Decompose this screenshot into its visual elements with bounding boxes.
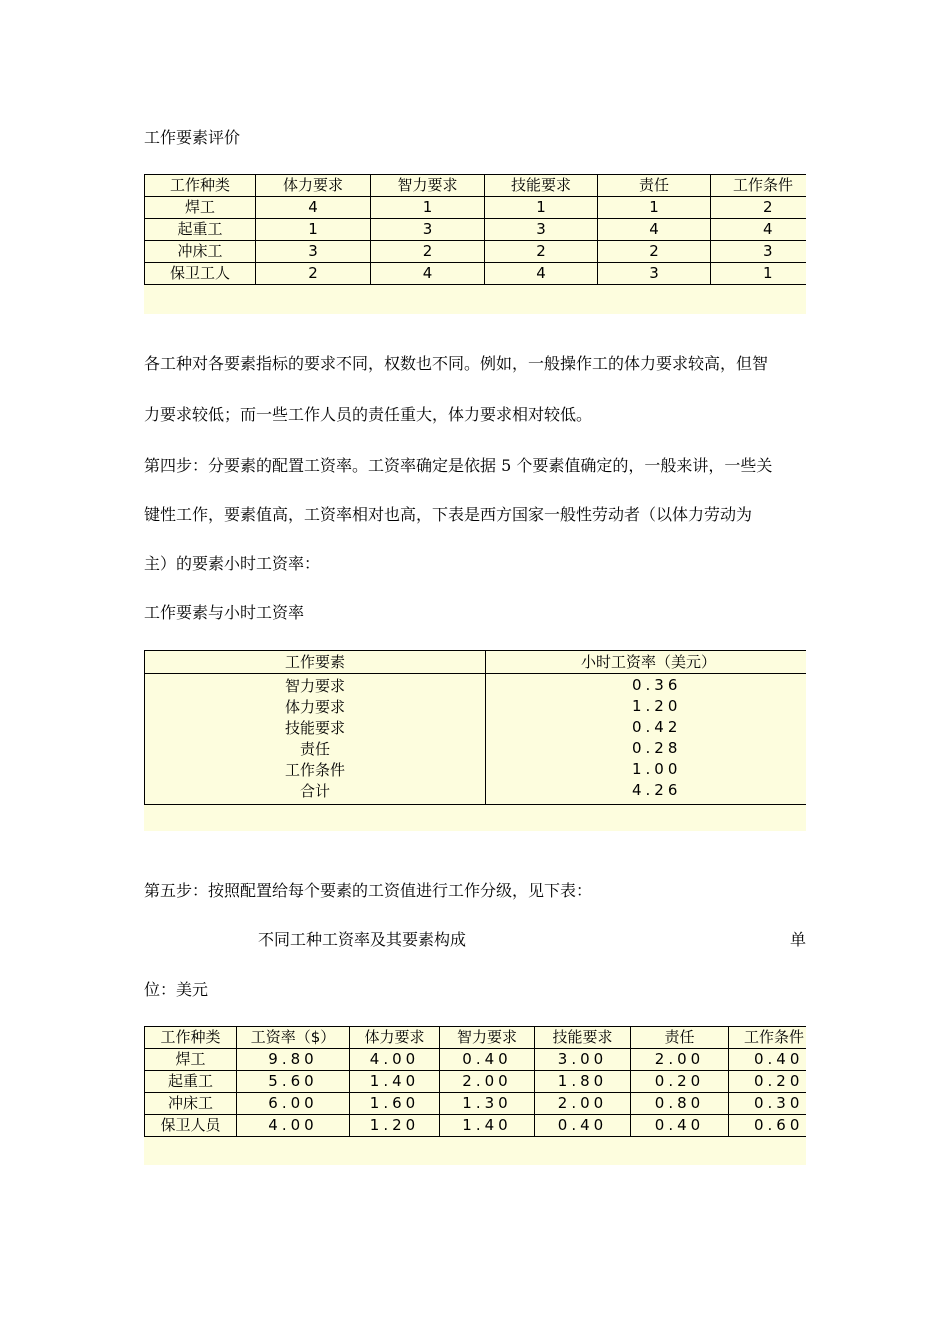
header-cell: 责任 bbox=[598, 175, 711, 197]
section-title-factor-evaluation: 工作要素评价 bbox=[144, 128, 241, 147]
table-cell: 3 bbox=[371, 219, 485, 241]
rate-cell: 1.00 bbox=[632, 760, 682, 778]
table-header-row bbox=[145, 651, 807, 674]
table-cell: 0.40 bbox=[440, 1049, 535, 1071]
table-cell: 冲床工 bbox=[145, 241, 256, 263]
table-row bbox=[145, 674, 807, 805]
table-cell: 2.00 bbox=[440, 1071, 535, 1093]
table-cell: 4.00 bbox=[237, 1115, 350, 1137]
table-cell: 2.00 bbox=[631, 1049, 729, 1071]
table-wage-composition bbox=[144, 1026, 806, 1165]
table-cell: 0.40 bbox=[729, 1049, 807, 1071]
table-cell: 2.00 bbox=[535, 1093, 631, 1115]
header-cell: 小时工资率（美元） bbox=[486, 651, 807, 674]
table-cell: 2 bbox=[485, 241, 598, 263]
table-cell: 1 bbox=[371, 197, 485, 219]
table-cell: 2 bbox=[711, 197, 807, 219]
table-caption: 不同工种工资率及其要素构成 bbox=[258, 930, 467, 949]
table-cell: 焊工 bbox=[145, 1049, 237, 1071]
table-cell: 0.30 bbox=[729, 1093, 807, 1115]
table-cell: 4 bbox=[256, 197, 371, 219]
header-cell: 工作条件 bbox=[711, 175, 807, 197]
table-cell: 1.30 bbox=[440, 1093, 535, 1115]
factor-cell: 责任 bbox=[299, 740, 330, 758]
rate-cell: 0.28 bbox=[632, 739, 682, 757]
table-cell: 3 bbox=[485, 219, 598, 241]
table-cell: 1.80 bbox=[535, 1071, 631, 1093]
header-cell: 工作种类 bbox=[145, 175, 256, 197]
table-cell: 0.40 bbox=[535, 1115, 631, 1137]
factor-cell: 合计 bbox=[299, 782, 330, 800]
rate-list bbox=[486, 674, 807, 805]
table-cell: 4 bbox=[711, 219, 807, 241]
table-cell: 4 bbox=[485, 263, 598, 285]
factor-cell: 技能要求 bbox=[284, 719, 345, 737]
table-cell: 9.80 bbox=[237, 1049, 350, 1071]
table-cell: 0.40 bbox=[631, 1115, 729, 1137]
table-row bbox=[145, 1071, 807, 1093]
header-cell: 智力要求 bbox=[440, 1027, 535, 1049]
header-cell: 工作条件 bbox=[729, 1027, 807, 1049]
table-cell: 1 bbox=[711, 263, 807, 285]
table-header-row bbox=[145, 1027, 807, 1049]
header-cell: 工作要素 bbox=[145, 651, 486, 674]
table-cell: 5.60 bbox=[237, 1071, 350, 1093]
rate-cell: 0.42 bbox=[632, 718, 682, 736]
table-row bbox=[145, 1115, 807, 1137]
paragraph-line: 第四步：分要素的配置工资率。工资率确定是依据 5 个要素值确定的，一般来讲，一些关 bbox=[144, 456, 773, 475]
rate-cell: 4.26 bbox=[632, 781, 682, 799]
paragraph-line: 键性工作，要素值高，工资率相对也高，下表是西方国家一般性劳动者（以体力劳动为 bbox=[144, 505, 753, 524]
table-cell: 1 bbox=[485, 197, 598, 219]
table-hourly-rate bbox=[144, 650, 806, 831]
table-cell: 4 bbox=[371, 263, 485, 285]
table-factor-evaluation bbox=[144, 174, 806, 314]
rate-cell: 0.36 bbox=[632, 676, 682, 694]
factor-cell: 工作条件 bbox=[284, 761, 345, 779]
paragraph-line: 各工种对各要素指标的要求不同，权数也不同。例如，一般操作工的体力要求较高，但智 bbox=[144, 354, 769, 373]
table-cell: 3 bbox=[256, 241, 371, 263]
table-cell: 4 bbox=[598, 219, 711, 241]
table-cell: 4.00 bbox=[350, 1049, 440, 1071]
paragraph-line: 力要求较低；而一些工作人员的责任重大，体力要求相对较低。 bbox=[144, 405, 593, 424]
table-cell: 2 bbox=[256, 263, 371, 285]
table-cell: 1 bbox=[256, 219, 371, 241]
header-cell: 技能要求 bbox=[485, 175, 598, 197]
table-cell: 起重工 bbox=[145, 219, 256, 241]
header-cell: 技能要求 bbox=[535, 1027, 631, 1049]
paragraph-line: 主）的要素小时工资率： bbox=[144, 554, 321, 573]
table-cell: 冲床工 bbox=[145, 1093, 237, 1115]
rate-cell: 1.20 bbox=[632, 697, 682, 715]
table-cell: 3 bbox=[598, 263, 711, 285]
table-row bbox=[145, 219, 807, 241]
table-cell: 2 bbox=[598, 241, 711, 263]
table-cell: 6.00 bbox=[237, 1093, 350, 1115]
factor-list bbox=[145, 674, 486, 805]
table-cell: 1.40 bbox=[440, 1115, 535, 1137]
header-cell: 责任 bbox=[631, 1027, 729, 1049]
table-cell: 焊工 bbox=[145, 197, 256, 219]
table-cell: 1.40 bbox=[350, 1071, 440, 1093]
table-cell: 3 bbox=[711, 241, 807, 263]
paragraph-line: 第五步：按照配置给每个要素的工资值进行工作分级，见下表： bbox=[144, 881, 593, 900]
table-cell: 起重工 bbox=[145, 1071, 237, 1093]
table-cell: 1.20 bbox=[350, 1115, 440, 1137]
factor-cell: 体力要求 bbox=[284, 698, 345, 716]
table-cell: 保卫人员 bbox=[145, 1115, 237, 1137]
table-row bbox=[145, 1049, 807, 1071]
header-cell: 智力要求 bbox=[371, 175, 485, 197]
header-cell: 工资率（$） bbox=[237, 1027, 350, 1049]
table-cell: 2 bbox=[371, 241, 485, 263]
table-row bbox=[145, 263, 807, 285]
table-cell: 1.60 bbox=[350, 1093, 440, 1115]
table-cell: 1 bbox=[598, 197, 711, 219]
table-header-row bbox=[145, 175, 807, 197]
table-cell: 0.20 bbox=[631, 1071, 729, 1093]
table-cell: 0.20 bbox=[729, 1071, 807, 1093]
header-cell: 体力要求 bbox=[256, 175, 371, 197]
table-row bbox=[145, 1093, 807, 1115]
table-row bbox=[145, 197, 807, 219]
factor-cell: 智力要求 bbox=[284, 677, 345, 695]
unit-label-end: 位：美元 bbox=[144, 980, 209, 999]
table-row bbox=[145, 241, 807, 263]
table-cell: 3.00 bbox=[535, 1049, 631, 1071]
unit-label-start: 单 bbox=[790, 930, 807, 949]
table-cell: 保卫工人 bbox=[145, 263, 256, 285]
header-cell: 体力要求 bbox=[350, 1027, 440, 1049]
table-cell: 0.80 bbox=[631, 1093, 729, 1115]
table-cell: 0.60 bbox=[729, 1115, 807, 1137]
section-title-hourly-rate: 工作要素与小时工资率 bbox=[144, 603, 305, 622]
header-cell: 工作种类 bbox=[145, 1027, 237, 1049]
